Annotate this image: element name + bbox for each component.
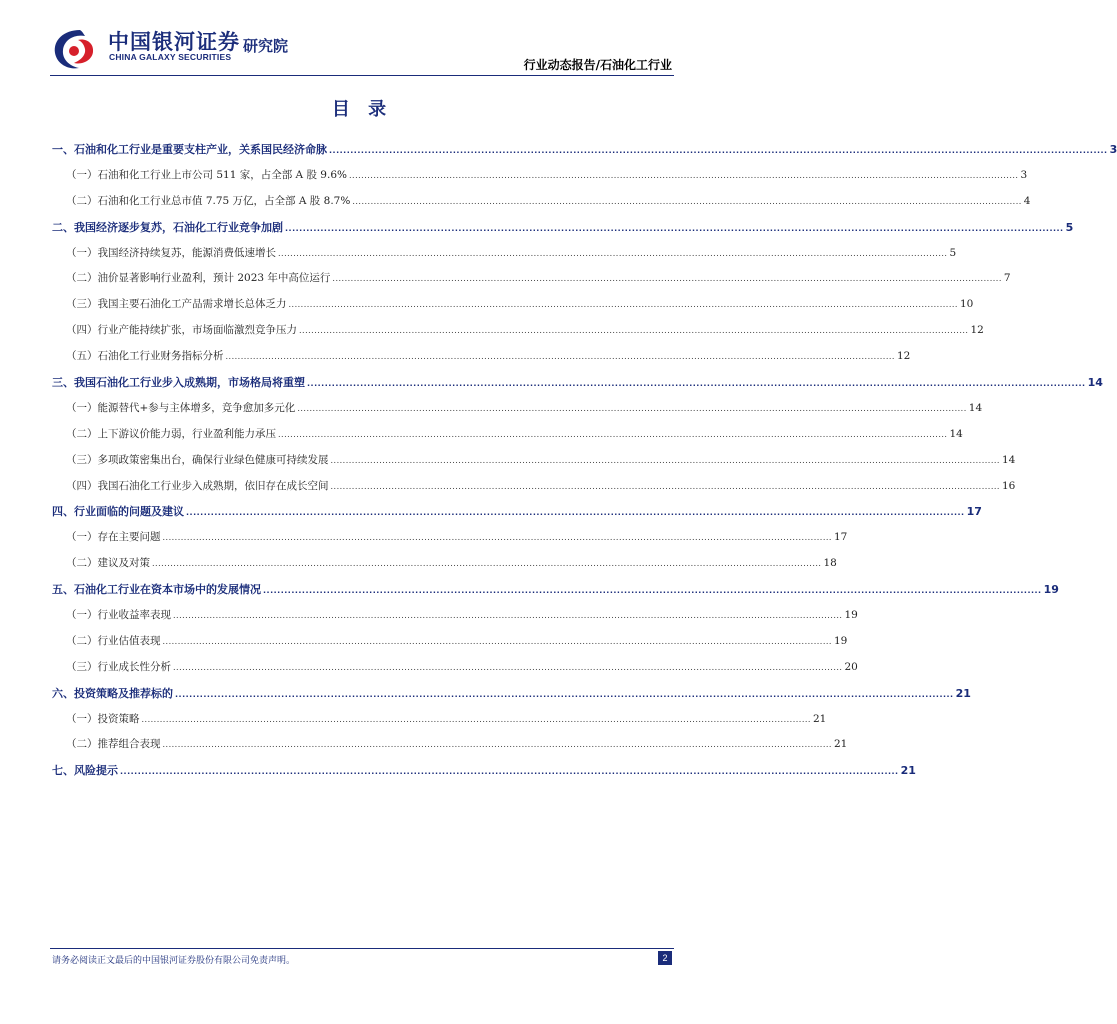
toc-entry-title: （二）行业估值表现 bbox=[66, 634, 161, 647]
toc-subsection-entry[interactable] bbox=[52, 655, 858, 681]
toc-dot-leader: ............................................................................................................................................................................................................................ bbox=[297, 403, 967, 413]
toc-page-number: 14 bbox=[1087, 376, 1103, 390]
toc-subsection-entry[interactable] bbox=[52, 474, 1016, 500]
toc-section-entry[interactable] bbox=[52, 137, 1117, 163]
toc-page-number: 10 bbox=[959, 298, 974, 311]
toc-entry-title: （一）存在主要问题 bbox=[66, 531, 161, 544]
toc-page-number: 18 bbox=[823, 557, 837, 570]
toc-page-number: 14 bbox=[968, 401, 983, 414]
toc-dot-leader: ............................................................................................................................................................................................................................ bbox=[330, 481, 1000, 491]
toc-entry-title: 一、石油和化工行业是重要支柱产业，关系国民经济命脉 bbox=[52, 143, 327, 156]
toc-subsection-entry[interactable] bbox=[52, 163, 1028, 189]
toc-subsection-entry[interactable] bbox=[52, 422, 963, 448]
toc-entry-title: （一）石油和化工行业上市公司 511 家，占全部 A 股 9.6% bbox=[66, 168, 347, 181]
toc-entry-title: （四）行业产能持续扩张，市场面临激烈竞争压力 bbox=[66, 324, 297, 337]
toc-section-entry[interactable] bbox=[52, 499, 982, 525]
toc-page-number: 12 bbox=[896, 350, 911, 363]
toc-dot-leader: ............................................................................................................................................................................................................................ bbox=[330, 455, 1000, 465]
toc-entry-title: （二）上下游议价能力弱，行业盈利能力承压 bbox=[66, 427, 276, 440]
toc-entry-title: （一）能源替代+参与主体增多，竞争愈加多元化 bbox=[66, 401, 296, 414]
toc-entry-title: （三）我国主要石油化工产品需求增长总体乏力 bbox=[66, 298, 287, 311]
toc-subsection-entry[interactable] bbox=[52, 732, 848, 758]
toc-entry-title: （一）行业收益率表现 bbox=[66, 609, 171, 622]
toc-page-number: 5 bbox=[1065, 220, 1074, 234]
toc-dot-leader: ............................................................................................................................................................................................................................ bbox=[278, 429, 948, 439]
toc-title: 目 录 bbox=[331, 99, 393, 120]
toc-page-number: 14 bbox=[1001, 453, 1016, 466]
disclaimer-text: 请务必阅读正文最后的中国银河证券股份有限公司免责声明。 bbox=[52, 956, 296, 966]
toc-entry-title: （二）石油和化工行业总市值 7.75 万亿，占全部 A 股 8.7% bbox=[66, 194, 351, 207]
toc-subsection-entry[interactable] bbox=[52, 396, 983, 422]
toc-page-number: 21 bbox=[900, 764, 916, 778]
toc-section-entry[interactable] bbox=[52, 577, 1059, 603]
toc-page-number: 4 bbox=[1023, 194, 1031, 207]
toc-dot-leader: ............................................................................................................................................................................................................................ bbox=[285, 223, 1064, 233]
toc-dot-leader: ............................................................................................................................................................................................................................ bbox=[288, 300, 958, 310]
toc-dot-leader: ............................................................................................................................................................................................................................ bbox=[278, 248, 948, 258]
toc-entry-title: 四、行业面临的问题及建议 bbox=[52, 505, 184, 519]
toc-page-number: 17 bbox=[833, 531, 848, 544]
toc-entry-title: （一）我国经济持续复苏，能源消费低速增长 bbox=[66, 246, 276, 259]
toc-subsection-entry[interactable] bbox=[52, 292, 974, 318]
footer-divider bbox=[50, 948, 674, 949]
page-number: 2 bbox=[658, 951, 672, 965]
toc-page-number: 21 bbox=[955, 686, 971, 700]
toc-page-number: 19 bbox=[844, 609, 858, 622]
toc-page-number: 3 bbox=[1109, 143, 1117, 156]
toc-dot-leader: ............................................................................................................................................................................................................................ bbox=[307, 379, 1086, 389]
institute-label: 研究院 bbox=[243, 37, 289, 55]
brand-name-en: CHINA GALAXY SECURITIES bbox=[109, 52, 232, 62]
toc-subsection-entry[interactable] bbox=[52, 189, 1031, 215]
toc-dot-leader: ............................................................................................................................................................................................................................ bbox=[120, 767, 899, 777]
toc-entry-title: （三）行业成长性分析 bbox=[66, 660, 171, 673]
toc-entry-title: 五、石油化工行业在资本市场中的发展情况 bbox=[52, 583, 261, 597]
toc-entry-title: （四）我国石油化工行业步入成熟期，依旧存在成长空间 bbox=[66, 479, 329, 492]
toc-subsection-entry[interactable] bbox=[52, 629, 848, 655]
toc-dot-leader: ............................................................................................................................................................................................................................ bbox=[173, 662, 843, 672]
toc-entry-title: （二）推荐组合表现 bbox=[66, 738, 161, 751]
toc-entry-title: （一）投资策略 bbox=[66, 712, 140, 725]
toc-dot-leader: ............................................................................................................................................................................................................................ bbox=[162, 636, 832, 646]
toc-dot-leader: ............................................................................................................................................................................................................................ bbox=[225, 352, 895, 362]
toc-dot-leader: ............................................................................................................................................................................................................................ bbox=[332, 274, 1002, 284]
galaxy-logo-icon bbox=[50, 26, 100, 72]
toc-dot-leader: ............................................................................................................................................................................................................................ bbox=[162, 740, 832, 750]
toc-subsection-entry[interactable] bbox=[52, 707, 827, 733]
toc-subsection-entry[interactable] bbox=[52, 551, 837, 577]
toc-entry-title: （三）多项政策密集出台，确保行业绿色健康可持续发展 bbox=[66, 453, 329, 466]
header-divider bbox=[50, 75, 674, 76]
toc-page-number: 12 bbox=[970, 324, 984, 337]
toc-entry-title: 七、风险提示 bbox=[52, 764, 118, 778]
toc-subsection-entry[interactable] bbox=[52, 525, 848, 551]
toc-page-number: 3 bbox=[1020, 168, 1028, 181]
toc-page-number: 5 bbox=[949, 246, 957, 259]
toc-dot-leader: ............................................................................................................................................................................................................................ bbox=[173, 611, 843, 621]
toc-page-number: 19 bbox=[833, 634, 848, 647]
toc-page-number: 21 bbox=[833, 738, 848, 751]
toc-section-entry[interactable] bbox=[52, 370, 1103, 396]
toc-subsection-entry[interactable] bbox=[52, 603, 858, 629]
toc-section-entry[interactable] bbox=[52, 215, 1074, 241]
toc-page-number: 20 bbox=[844, 660, 858, 673]
page-header bbox=[0, 0, 724, 80]
toc-page-number: 21 bbox=[812, 712, 827, 725]
toc-dot-leader: ............................................................................................................................................................................................................................ bbox=[329, 146, 1108, 155]
toc-section-entry[interactable] bbox=[52, 758, 916, 784]
toc-page-number: 14 bbox=[949, 427, 963, 440]
toc-entry-title: 六、投资策略及推荐标的 bbox=[52, 686, 173, 700]
toc-subsection-entry[interactable] bbox=[52, 266, 1011, 292]
toc-subsection-entry[interactable] bbox=[52, 241, 957, 267]
toc-page-number: 17 bbox=[966, 505, 982, 519]
toc-subsection-entry[interactable] bbox=[52, 344, 911, 370]
toc-subsection-entry[interactable] bbox=[52, 448, 1016, 474]
toc-page-number: 16 bbox=[1001, 479, 1016, 492]
report-category: 行业动态报告/石油化工行业 bbox=[523, 58, 672, 72]
toc-dot-leader: ............................................................................................................................................................................................................................ bbox=[186, 508, 965, 518]
toc-page-number: 19 bbox=[1043, 583, 1059, 597]
toc-entry-title: 三、我国石油化工行业步入成熟期，市场格局将重塑 bbox=[52, 376, 305, 390]
toc-subsection-entry[interactable] bbox=[52, 318, 984, 344]
toc-dot-leader: ............................................................................................................................................................................................................................ bbox=[299, 326, 969, 336]
toc-dot-leader: ............................................................................................................................................................................................................................ bbox=[175, 689, 954, 699]
toc-entry-title: 二、我国经济逐步复苏，石油化工行业竞争加剧 bbox=[52, 220, 283, 234]
toc-entry-title: （二）建议及对策 bbox=[66, 557, 150, 570]
toc-entry-title: （五）石油化工行业财务指标分析 bbox=[66, 350, 224, 363]
toc-dot-leader: ............................................................................................................................................................................................................................ bbox=[152, 559, 822, 569]
toc-dot-leader: ............................................................................................................................................................................................................................ bbox=[162, 533, 832, 543]
toc-dot-leader: ............................................................................................................................................................................................................................ bbox=[352, 196, 1022, 206]
toc-entry-title: （二）油价显著影响行业盈利，预计 2023 年中高位运行 bbox=[66, 272, 331, 285]
toc-dot-leader: ............................................................................................................................................................................................................................ bbox=[263, 586, 1042, 596]
toc-dot-leader: ............................................................................................................................................................................................................................ bbox=[349, 170, 1019, 180]
toc-page-number: 7 bbox=[1003, 272, 1011, 285]
toc-dot-leader: ............................................................................................................................................................................................................................ bbox=[141, 714, 811, 724]
toc-section-entry[interactable] bbox=[52, 681, 971, 707]
table-of-contents bbox=[52, 137, 1117, 784]
brand-name-cn: 中国银河证券 bbox=[108, 30, 240, 54]
